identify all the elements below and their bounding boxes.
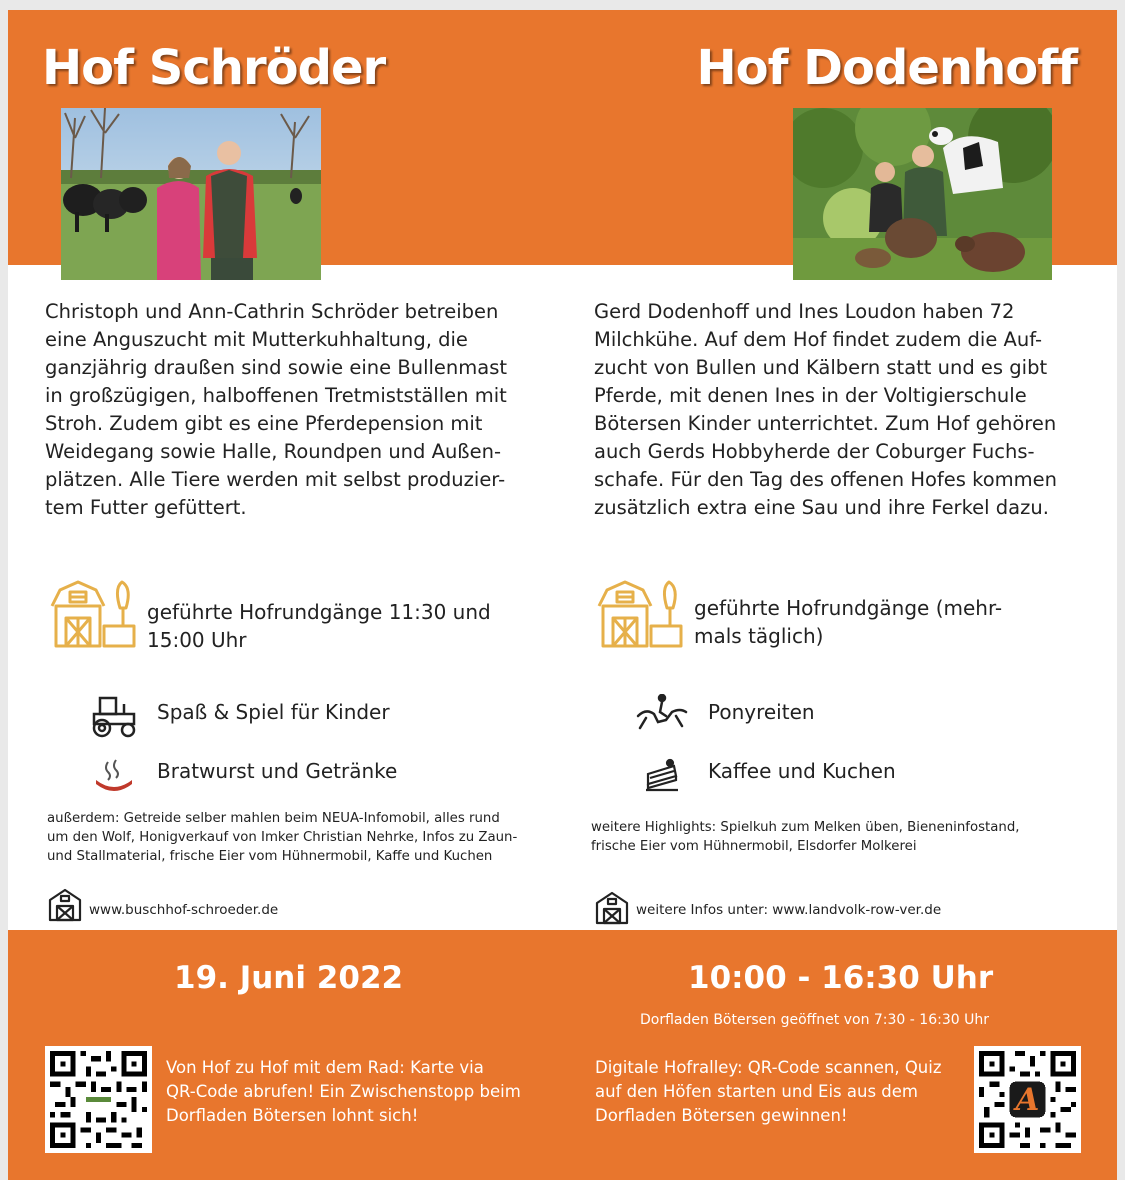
- sausage-icon: [94, 758, 134, 796]
- farm-title-left: Hof Schröder: [42, 40, 386, 96]
- barn-silo-icon: [48, 578, 142, 654]
- bike-tour-promo: Von Hof zu Hof mit dem Rad: Karte via QR-Code abrufen! Ein Zwischenstopp beim Dorfladen Bötersen lohnt sich!: [166, 1058, 521, 1125]
- event-date: 19. Juni 2022: [174, 960, 404, 996]
- photo-dodenhoff-couple: [793, 108, 1052, 280]
- tractor-icon: [90, 694, 138, 742]
- qr-code-icon[interactable]: [974, 1046, 1081, 1153]
- shop-hours: Dorfladen Bötersen geöffnet von 7:30 - 16:30 Uhr: [640, 1012, 989, 1028]
- barn-icon: [48, 888, 82, 926]
- website-link-left[interactable]: www.buschhof-schroeder.de: [89, 902, 279, 918]
- feature-coffee-cake: Kaffee und Kuchen: [708, 759, 896, 783]
- svg-text:A: A: [1015, 1082, 1040, 1119]
- description-right: Gerd Dodenhoff und Ines Loudon haben 72 Milchkühe. Auf dem Hof findet zudem die Auf- zucht von Bullen und Kälbern statt und es gibt Pferde, mit denen Ines in der Voltigierschule Bötersen Kinder unterrichtet. Zum Hof gehören auch Gerds Hobbyherde der Coburger Fuchs- schafe. Für den Tag des offenen Hofes kommen zusätzlich extra eine Sau und ihre Ferkel dazu.: [594, 300, 1058, 519]
- tour-info-right: geführte Hofrundgänge (mehr- mals täglich): [694, 596, 1003, 648]
- flyer-page: [8, 10, 1117, 1180]
- barn-icon: [595, 891, 629, 929]
- barn-silo-icon: [595, 578, 689, 654]
- horse-rider-icon: [636, 694, 688, 738]
- hofralley-promo: Digitale Hofralley: QR-Code scannen, Quiz auf den Höfen starten und Eis aus dem Dorfladen Bötersen gewinnen!: [595, 1058, 942, 1125]
- website-link-right[interactable]: weitere Infos unter: www.landvolk-row-ver.de: [636, 902, 942, 918]
- extra-info-right: weitere Highlights: Spielkuh zum Melken üben, Bieneninfostand, frische Eier vom Hühnermobil, Elsdorfer Molkerei: [591, 820, 1020, 854]
- description-left: Christoph und Ann-Cathrin Schröder betreiben eine Anguszucht mit Mutterkuhhaltung, die ganzjährig draußen sind sowie eine Bullenmast in großzügigen, halboffenen Tretmistställen mit Stroh. Zudem gibt es eine Pferdepension mit Weidegang sowie Halle, Roundpen und Außen- plätzen. Alle Tiere werden mit selbst produzier- tem Futter gefüttert.: [45, 300, 508, 519]
- farm-title-right: Hof Dodenhoff: [696, 40, 1077, 96]
- extra-info-left: außerdem: Getreide selber mahlen beim NEUA-Infomobil, alles rund um den Wolf, Honigverkauf von Imker Christian Nehrke, Infos zu Zaun- und Stallmaterial, frische Eier vom Hühnermobil, Kaffe und Kuchen: [47, 811, 518, 864]
- qr-code-icon[interactable]: [45, 1046, 152, 1153]
- photo-schroeder-couple: [61, 108, 321, 280]
- feature-kids-fun: Spaß & Spiel für Kinder: [157, 700, 390, 724]
- feature-bratwurst: Bratwurst und Getränke: [157, 759, 398, 783]
- event-time: 10:00 - 16:30 Uhr: [688, 960, 994, 996]
- tour-info-left: geführte Hofrundgänge 11:30 und 15:00 Uhr: [147, 600, 491, 652]
- cake-icon: [644, 758, 680, 796]
- feature-pony-riding: Ponyreiten: [708, 700, 815, 724]
